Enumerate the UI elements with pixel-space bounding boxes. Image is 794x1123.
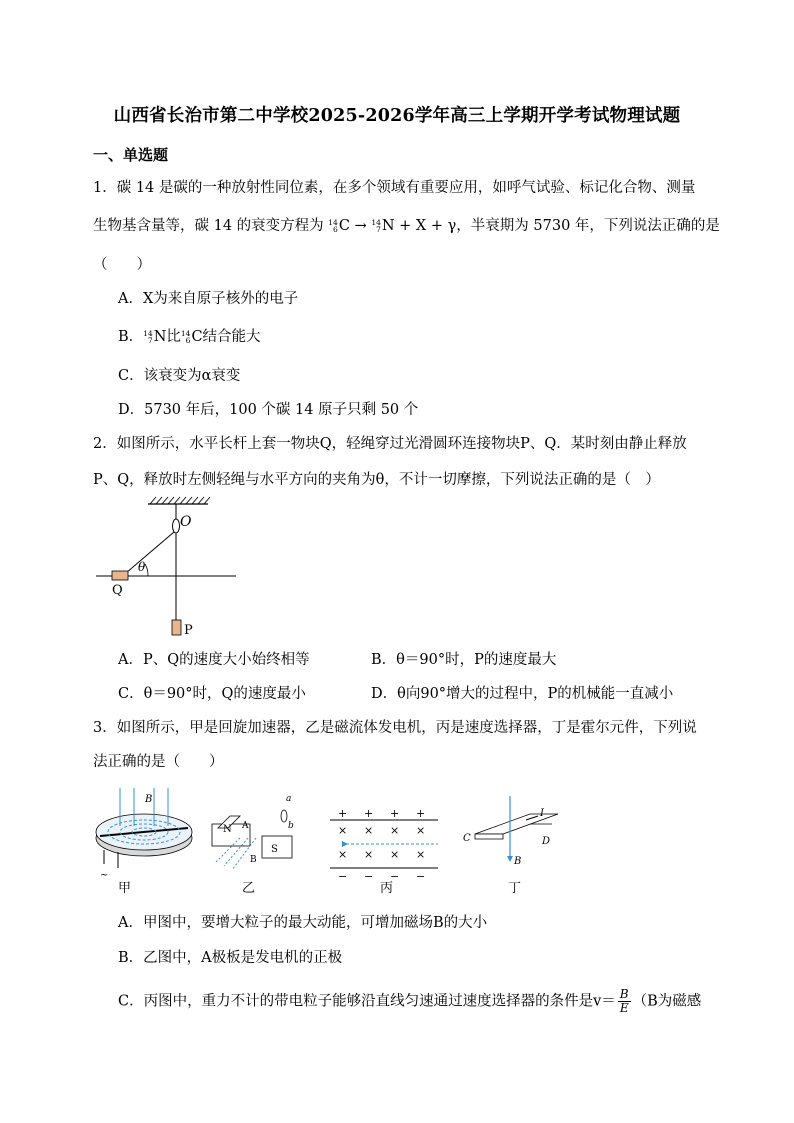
svg-text:A: A [242, 821, 249, 831]
q3-option-b: B．乙图中，A极板是发电机的正极 [118, 950, 343, 966]
label-bing: 丙 [380, 881, 394, 896]
q1-stem-tail: ，半衰期为 5730 年，下列说法正确的是 [456, 218, 720, 234]
q2-stem-line1: 2．如图所示，水平长杆上套一物块Q，轻绳穿过光滑圆环连接物块P、Q．某时刻由静止释放 [93, 436, 687, 452]
q3-stem-line1: 3．如图所示，甲是回旋加速器，乙是磁流体发电机，丙是速度选择器，丁是霍尔元件，下列说 [93, 720, 697, 736]
q1-option-a: A．X为来自原子核外的电子 [118, 291, 299, 307]
block-q [112, 571, 128, 580]
svg-text:×: × [338, 848, 348, 861]
svg-text:I: I [540, 808, 544, 819]
block-p [172, 620, 181, 635]
svg-text:C: C [463, 833, 471, 844]
velocity-selector-diagram [330, 807, 438, 896]
decay-products: + X + γ [399, 218, 457, 234]
q3-stem-line2: 法正确的是（ ） [93, 754, 224, 770]
mhd-generator-diagram [212, 794, 294, 896]
q1-stem-line2 [93, 216, 720, 236]
q3-option-c: C．丙图中，重力不计的带电粒子能够沿直线匀速通过速度选择器的条件是v＝ $\frac{B}{E}$ （B为磁感 [118, 987, 702, 1015]
svg-text:N: N [223, 824, 232, 835]
svg-text:B: B [250, 855, 257, 865]
q2-stem-line2: P、Q，释放时左侧轻绳与水平方向的夹角为θ，不计一切摩擦，下列说法正确的是（ ） [93, 472, 660, 488]
q1-option-d: D．5730 年后，100 个碳 14 原子只剩 50 个 [118, 402, 419, 418]
q3-figure [90, 786, 560, 898]
svg-text:−: − [416, 870, 426, 883]
svg-text:+: + [364, 807, 374, 820]
q1-stem-text: 生物基含量等，碳 14 的衰变方程为 [93, 218, 324, 234]
svg-text:−: − [390, 870, 400, 883]
q1-stem-line1: 1．碳 14 是碳的一种放射性同位素，在多个领域有重要应用，如呼气试验、标记化合物、测量 [93, 180, 696, 196]
svg-text:a: a [286, 794, 292, 804]
q1-paren: （ ） [93, 257, 151, 273]
svg-text:−: − [364, 870, 374, 883]
arrow: → [354, 218, 367, 234]
q2-option-a: A．P、Q的速度大小始终相等 [118, 652, 310, 668]
svg-text:×: × [364, 848, 374, 861]
svg-text:−: − [338, 870, 348, 883]
c14-nuclide-numbers: 14 6 [328, 218, 338, 234]
label-p: P [184, 623, 193, 638]
q1-option-b: B． 14 7 N比 14 6 C结合能大 [118, 329, 261, 345]
q2-option-b: B．θ＝90°时，P的速度最大 [371, 652, 557, 668]
svg-text:D: D [542, 836, 551, 847]
svg-text:×: × [338, 824, 348, 837]
svg-text:~: ~ [100, 870, 109, 881]
q2-figure [90, 496, 250, 641]
label-yi: 乙 [242, 881, 256, 896]
label-jia: 甲 [118, 881, 132, 896]
q2-option-c: C．θ＝90°时，Q的速度最小 [118, 686, 306, 702]
page-title: 山西省长治市第二中学校2025-2026学年高三上学期开学考试物理试题 [113, 106, 681, 126]
n-symbol: N [381, 218, 395, 234]
q3-option-a: A．甲图中，要增大粒子的最大动能，可增加磁场B的大小 [118, 915, 488, 931]
svg-text:×: × [390, 848, 400, 861]
svg-text:+: + [338, 807, 348, 820]
fraction-b-over-e: $\frac{B}{E}$ [619, 987, 629, 1015]
svg-text:×: × [390, 824, 400, 837]
svg-text:B: B [514, 856, 522, 867]
svg-text:B: B [145, 794, 153, 805]
svg-text:+: + [416, 807, 426, 820]
n14-nuclide-numbers: 14 7 [371, 218, 381, 234]
svg-text:S: S [271, 844, 278, 855]
cyclotron-diagram [96, 788, 192, 896]
label-o: O [180, 514, 192, 530]
q1-option-c: C．该衰变为α衰变 [118, 368, 241, 384]
section-heading: 一、单选题 [93, 146, 169, 164]
label-theta: θ [138, 560, 146, 574]
q2-option-d: D．θ向90°增大的过程中，P的机械能一直减小 [371, 686, 674, 702]
svg-text:+: + [390, 807, 400, 820]
svg-text:b: b [288, 821, 294, 831]
label-ding: 丁 [508, 881, 522, 896]
svg-text:×: × [364, 824, 374, 837]
ring-icon [173, 519, 180, 533]
label-q: Q [112, 583, 123, 598]
hall-element-diagram [463, 796, 558, 896]
c-symbol: C [338, 218, 350, 234]
svg-text:×: × [416, 824, 426, 837]
svg-text:×: × [416, 848, 426, 861]
